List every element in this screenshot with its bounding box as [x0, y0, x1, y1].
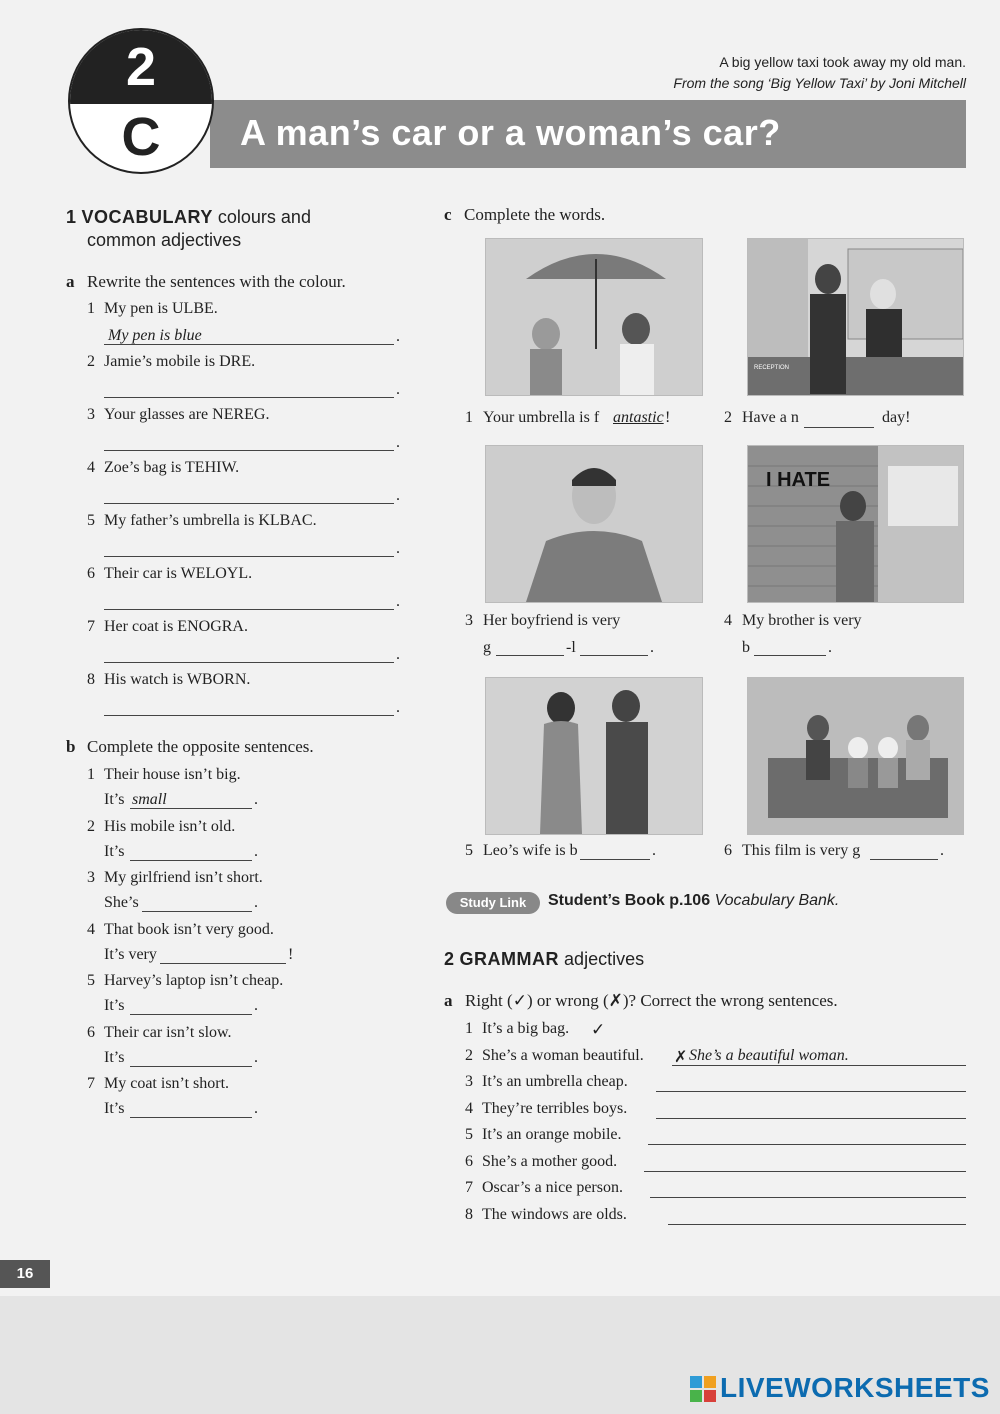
vocab-a-answer-line [104, 450, 394, 451]
study-link-book: Student’s Book p.106 [548, 892, 711, 909]
unit-number: 2 [125, 37, 157, 97]
picture-brother-graffiti [747, 445, 964, 603]
vocab-a-item-text: Their car is WELOYL. [104, 565, 253, 582]
grammar-item-number: 6 [465, 1153, 473, 1170]
vocab-b-item-text: My coat isn’t short. [104, 1075, 230, 1092]
vocab-b-prefix: It’s [104, 997, 125, 1014]
vocab-b-item-number: 7 [87, 1075, 95, 1092]
quote-source: From the song ‘Big Yellow Taxi’ by Joni Mitchell [673, 75, 966, 91]
vocab-c-item-number: 1 [465, 409, 473, 426]
picture-reception [747, 238, 964, 396]
vocab-b-answer-line [160, 963, 286, 964]
vocab-b-item-number: 3 [87, 869, 95, 886]
vocab-b-item-text: Their house isn’t big. [104, 766, 241, 783]
grammar-answer-line[interactable] [656, 1091, 966, 1092]
vocab-a-period: . [396, 434, 400, 451]
vocab-topic-2: common adjectives [87, 230, 242, 250]
vocab-b-prefix: It’s very [104, 946, 157, 963]
vocab-a-item-text: Jamie’s mobile is DRE. [104, 353, 256, 370]
grammar-answer-line[interactable] [648, 1144, 966, 1145]
grammar-item-number: 2 [465, 1047, 473, 1064]
vocab-b-item-text: Their car isn’t slow. [104, 1024, 232, 1041]
picture-family-tv [747, 677, 964, 835]
vocab-c-item-number: 5 [465, 842, 473, 859]
vocab-c-item-text: Leo’s wife is b [483, 842, 578, 859]
grammar-cross-mark: ✗ [674, 1049, 688, 1066]
grammar-item-number: 3 [465, 1073, 473, 1090]
vocab-b-prefix: It’s [104, 791, 125, 808]
grammar-item-text: It’s a big bag. [482, 1020, 570, 1037]
unit-letter: C [121, 107, 161, 167]
vocab-b-item-number: 2 [87, 818, 95, 835]
vocab-a-period: . [396, 593, 400, 610]
vocab-a-item-text: His watch is WBORN. [104, 671, 251, 688]
vocab-a-letter: a [66, 272, 75, 291]
grammar-heading [444, 949, 644, 970]
vocab-a-answer-line [104, 503, 394, 504]
vocab-b-item-number: 1 [87, 766, 95, 783]
grammar-a-instruction: Right (✓) or wrong (✗)? Correct the wrong sentences. [465, 991, 838, 1010]
vocab-b-end: . [254, 843, 258, 860]
vocab-b-prefix: It’s [104, 843, 125, 860]
vocab-a-item-text: Your glasses are NEREG. [104, 406, 270, 423]
vocab-c-letter-l: -l [566, 639, 576, 656]
vocab-c-answer-line[interactable] [754, 655, 826, 656]
grammar-item-number: 4 [465, 1100, 473, 1117]
vocab-c-letter: c [444, 205, 452, 224]
picture-boyfriend [485, 445, 703, 603]
vocab-a-item-text: Her coat is ENOGRA. [104, 618, 248, 635]
vocab-a-item-number: 7 [87, 618, 95, 635]
vocab-c-end: . [652, 842, 656, 859]
vocab-c-answer-line[interactable] [870, 859, 938, 860]
vocab-a-item-text: My father’s umbrella is KLBAC. [104, 512, 317, 529]
vocab-a-item-number: 5 [87, 512, 95, 529]
vocab-b-item-text: My girlfriend isn’t short. [104, 869, 263, 886]
vocab-c-item-text: Have a n [742, 409, 799, 426]
vocab-c-item-text: This film is very g [742, 842, 861, 859]
vocab-b-item-number: 4 [87, 921, 95, 938]
vocab-a-item-number: 2 [87, 353, 95, 370]
vocab-a-period: . [396, 699, 400, 716]
vocab-a-item-number: 1 [87, 300, 95, 317]
vocab-b-end: ! [288, 946, 294, 963]
vocab-a-answer[interactable]: My pen is blue [108, 327, 202, 344]
grammar-topic: adjectives [564, 949, 645, 969]
vocab-a-period: . [396, 381, 400, 398]
vocab-heading-num: 1 [66, 207, 77, 227]
grammar-item-text: It’s an umbrella cheap. [482, 1073, 628, 1090]
grammar-answer-line[interactable] [668, 1224, 966, 1225]
vocab-c-letter-b: b [742, 639, 750, 656]
vocab-a-answer-line [104, 344, 394, 345]
vocab-b-answer-line [130, 1117, 252, 1118]
vocab-b-end: . [254, 894, 258, 911]
grammar-heading-num: 2 [444, 949, 455, 969]
grammar-item-number: 7 [465, 1179, 473, 1196]
vocab-a-period: . [396, 540, 400, 557]
vocab-b-answer-line [130, 808, 252, 809]
grammar-item-number: 5 [465, 1126, 473, 1143]
vocab-a-item-number: 4 [87, 459, 95, 476]
vocab-b-answer-line [130, 860, 252, 861]
picture-umbrella-women [485, 238, 703, 396]
grammar-heading-label: GRAMMAR [459, 949, 560, 969]
graffiti-text: I HATE [766, 469, 831, 491]
vocab-a-item-text: My pen is ULBE. [104, 300, 218, 317]
grammar-item-text: She’s a woman beautiful. [482, 1047, 644, 1064]
grammar-answer-line [672, 1065, 966, 1066]
vocab-b-instruction: Complete the opposite sentences. [87, 737, 314, 756]
vocab-c-answer-line[interactable] [496, 655, 564, 656]
vocab-c-end: . [940, 842, 944, 859]
vocab-c-letter-g: g [483, 639, 491, 656]
vocab-b-prefix: It’s [104, 1049, 125, 1066]
vocab-a-answer-line [104, 715, 394, 716]
picture-couple [485, 677, 703, 835]
vocab-b-item-text: That book isn’t very good. [104, 921, 274, 938]
vocab-b-end: . [254, 997, 258, 1014]
vocab-c-item-number: 2 [724, 409, 732, 426]
vocab-b-end: . [254, 1049, 258, 1066]
vocab-c-answer-line[interactable] [580, 859, 650, 860]
study-link-bank: Vocabulary Bank. [714, 892, 840, 909]
vocab-c-item-text: Your umbrella is f [483, 409, 600, 426]
vocab-b-answer-line [130, 1066, 252, 1067]
vocab-c-instruction: Complete the words. [464, 205, 606, 224]
vocab-c-item-text: Her boyfriend is very [483, 612, 621, 629]
vocab-b-answer-line [130, 1014, 252, 1015]
grammar-check-mark: ✓ [591, 1020, 606, 1039]
grammar-item-number: 1 [465, 1020, 473, 1037]
vocab-b-prefix: It’s [104, 1100, 125, 1117]
vocab-c-answer-line[interactable] [580, 655, 648, 656]
vocab-a-answer-line [104, 556, 394, 557]
quote-text: A big yellow taxi took away my old man. [719, 54, 966, 70]
vocab-b-item-number: 6 [87, 1024, 95, 1041]
vocab-c-item-number: 4 [724, 612, 732, 629]
vocab-a-period: . [396, 646, 400, 663]
grammar-item-number: 8 [465, 1206, 473, 1223]
vocab-b-letter: b [66, 737, 76, 756]
grammar-answer-line[interactable] [656, 1118, 966, 1119]
vocab-b-item-text: Harvey’s laptop isn’t cheap. [104, 972, 284, 989]
vocab-b-item-number: 5 [87, 972, 95, 989]
vocab-b-answer[interactable]: small [132, 791, 167, 808]
vocab-a-instruction: Rewrite the sentences with the colour. [87, 272, 346, 291]
page-title: A man’s car or a woman’s car? [240, 112, 781, 153]
vocab-a-item-number: 6 [87, 565, 95, 582]
vocab-c-answer[interactable]: antastic [613, 409, 664, 426]
grammar-item-text: She’s a mother good. [482, 1153, 618, 1170]
vocab-b-end: . [254, 791, 258, 808]
study-link-text [548, 892, 839, 910]
vocab-heading [66, 204, 311, 230]
reception-sign: RECEPTION [754, 365, 790, 371]
vocab-b-end: . [254, 1100, 258, 1117]
vocab-a-answer-line [104, 662, 394, 663]
vocab-c-item-text: My brother is very [742, 612, 862, 629]
grammar-answer-line[interactable] [650, 1197, 966, 1198]
grammar-item-text: Oscar’s a nice person. [482, 1179, 623, 1196]
vocab-a-period: . [396, 328, 400, 345]
vocab-heading-label: VOCABULARY [81, 207, 213, 227]
grammar-item-text: They’re terribles boys. [482, 1100, 628, 1117]
study-link-badge[interactable]: Study Link [446, 892, 540, 914]
vocab-c-item-number: 6 [724, 842, 732, 859]
vocab-topic-1: colours and [217, 207, 311, 227]
vocab-a-answer-line [104, 397, 394, 398]
vocab-a-item-text: Zoe’s bag is TEHIW. [104, 459, 240, 476]
grammar-answer-line[interactable] [644, 1171, 966, 1172]
vocab-a-item-number: 8 [87, 671, 95, 688]
vocab-b-item-text: His mobile isn’t old. [104, 818, 236, 835]
vocab-a-answer-line [104, 609, 394, 610]
vocab-c-end: . [828, 639, 832, 656]
vocab-b-answer-line [142, 911, 252, 912]
grammar-a-letter: a [444, 991, 453, 1010]
vocab-a-period: . [396, 487, 400, 504]
grammar-answer[interactable]: She’s a beautiful woman. [689, 1047, 849, 1064]
grammar-item-text: The windows are olds. [482, 1206, 627, 1223]
liveworksheets-logo-icon [690, 1376, 716, 1402]
unit-badge [68, 28, 214, 174]
page-number: 16 [0, 1260, 50, 1288]
vocab-c-end: ! [665, 409, 671, 426]
vocab-c-answer-line[interactable] [804, 427, 874, 428]
vocab-c-end: . [650, 639, 654, 656]
liveworksheets-watermark: LIVEWORKSHEETS [720, 1372, 990, 1403]
grammar-item-text: It’s an orange mobile. [482, 1126, 622, 1143]
vocab-b-prefix: She’s [104, 894, 139, 911]
vocab-c-end: day! [882, 409, 911, 426]
vocab-a-item-number: 3 [87, 406, 95, 423]
song-quote [673, 52, 966, 94]
vocab-c-item-number: 3 [465, 612, 473, 629]
